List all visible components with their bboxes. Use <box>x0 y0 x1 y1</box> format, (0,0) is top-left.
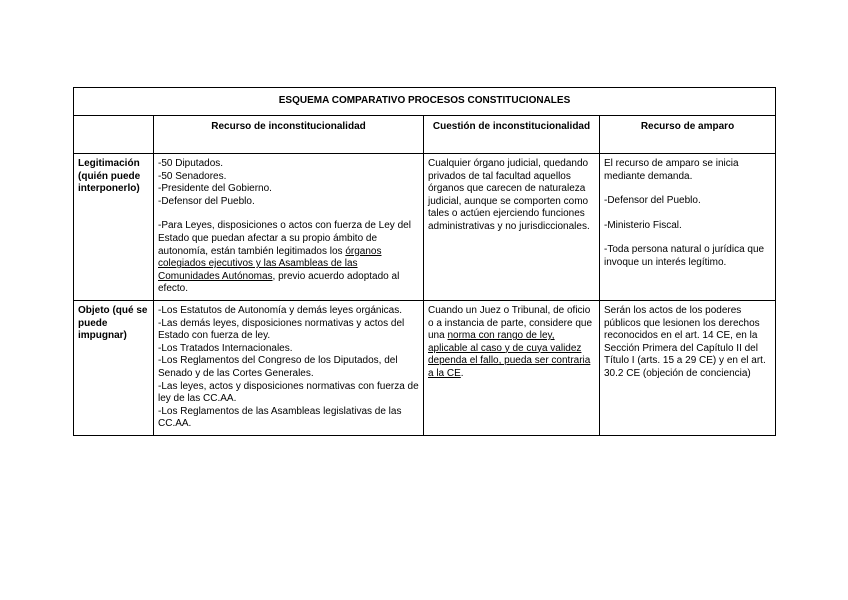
paragraph-text: El recurso de amparo se inicia mediante demanda. <box>604 158 739 182</box>
spacer <box>604 232 771 244</box>
table-row <box>74 300 776 435</box>
paragraph-text: -Defensor del Pueblo. <box>604 195 701 207</box>
header-empty <box>74 116 154 154</box>
cell-legitimacion-cuestion: Cualquier órgano judicial, quedando privados de tal facultad aquellos órganos que carecen de naturaleza judicial, aunque se comporten como tales o actúen ejerciendo funciones administrativas y no jurisdiccionales. <box>424 154 600 301</box>
paragraph-text: . <box>460 367 464 379</box>
list-item: -Defensor del Pueblo. <box>158 195 255 207</box>
table-row <box>74 154 776 301</box>
list-item: -50 Diputados. <box>158 158 224 169</box>
spacer <box>158 208 419 220</box>
paragraph-text: -Para Leyes, disposiciones o actos con fuerza de Ley del Estado que puedan afectar a su propio ámbito de autonomía, están también legitimados los <box>158 220 411 257</box>
list-item: -Las demás leyes, disposiciones normativas y actos del Estado con fuerza de ley. <box>158 317 405 342</box>
list-item: -Los Reglamentos de las Asambleas legislativas de las CC.AA. <box>158 405 402 430</box>
header-inconstitucionalidad: Recurso de inconstitucionalidad <box>154 116 424 154</box>
list-item: -Las leyes, actos y disposiciones normativas con fuerza de ley de las CC.AA. <box>158 380 419 405</box>
list-item: -50 Senadores. <box>158 170 227 182</box>
cell-legitimacion-amparo <box>600 154 776 301</box>
cell-objeto-amparo: Serán los actos de los poderes públicos que lesionen los derechos reconocidos en el art. 14 CE, en la Sección Primera del Capítulo II del Título I (arts. 15 a 29 CE) y en el art. 30.2 CE (objeción de conciencia) <box>600 300 776 435</box>
paragraph-text: , previo acuerdo adoptado al efecto. <box>158 270 400 295</box>
spacer <box>604 208 771 220</box>
row-label-legitimacion: Legitimación (quién puede interponerlo) <box>74 154 154 301</box>
underlined-text: norma con rango de ley, aplicable al caso y de cuya validez dependa el fallo, pueda ser contraria a la CE <box>428 330 591 379</box>
spacer <box>604 183 771 195</box>
header-row <box>74 116 776 154</box>
comparison-table <box>73 87 776 436</box>
table-title: ESQUEMA COMPARATIVO PROCESOS CONSTITUCIONALES <box>74 88 776 116</box>
title-row <box>74 88 776 116</box>
header-cuestion: Cuestión de inconstitucionalidad <box>424 116 600 154</box>
paragraph-text: -Ministerio Fiscal. <box>604 219 682 231</box>
cell-objeto-cuestion <box>424 300 600 435</box>
list-item: -Presidente del Gobierno. <box>158 183 272 195</box>
underlined-text: órganos colegiados ejecutivos y las Asambleas de las Comunidades Autónomas <box>158 245 382 282</box>
paragraph-text: -Toda persona natural o jurídica que invoque un interés legítimo. <box>604 244 765 268</box>
list-item: -Los Tratados Internacionales. <box>158 342 293 354</box>
list-item: -Los Reglamentos del Congreso de los Diputados, del Senado y de las Cortes Generales. <box>158 355 398 379</box>
header-amparo: Recurso de amparo <box>600 116 776 154</box>
cell-objeto-inconstitucionalidad <box>154 300 424 435</box>
cell-legitimacion-inconstitucionalidad <box>154 154 424 301</box>
paragraph-text: Cuando un Juez o Tribunal, de oficio o a instancia de parte, considere que una <box>428 304 592 342</box>
list-item: -Los Estatutos de Autonomía y demás leyes orgánicas. <box>158 304 403 316</box>
row-label-objeto: Objeto (qué se puede impugnar) <box>74 300 154 435</box>
